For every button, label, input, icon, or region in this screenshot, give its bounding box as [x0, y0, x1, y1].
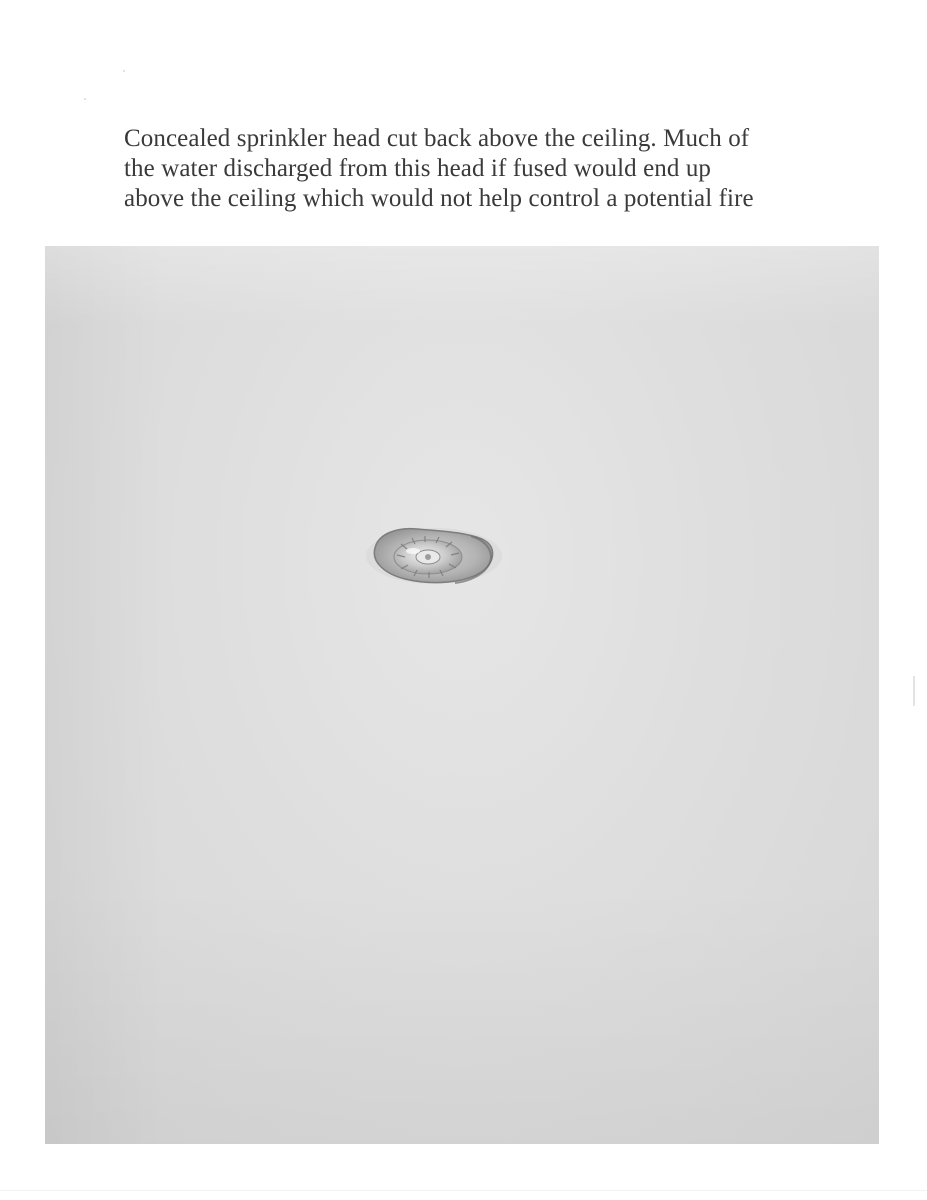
scan-speck: [84, 98, 86, 100]
ceiling-photo: [45, 246, 879, 1144]
caption-line: above the ceiling which would not help control a potential fire: [124, 185, 754, 212]
scan-edge-line: [0, 1190, 927, 1191]
caption-line: the water discharged from this head if fused would end up: [124, 155, 712, 182]
scan-speck: [123, 70, 125, 72]
sprinkler-head-icon: [45, 246, 879, 1144]
photo-caption: [124, 124, 844, 214]
scan-edge-mark: [913, 676, 915, 706]
caption-line: Concealed sprinkler head cut back above the ceiling. Much of: [124, 125, 750, 152]
